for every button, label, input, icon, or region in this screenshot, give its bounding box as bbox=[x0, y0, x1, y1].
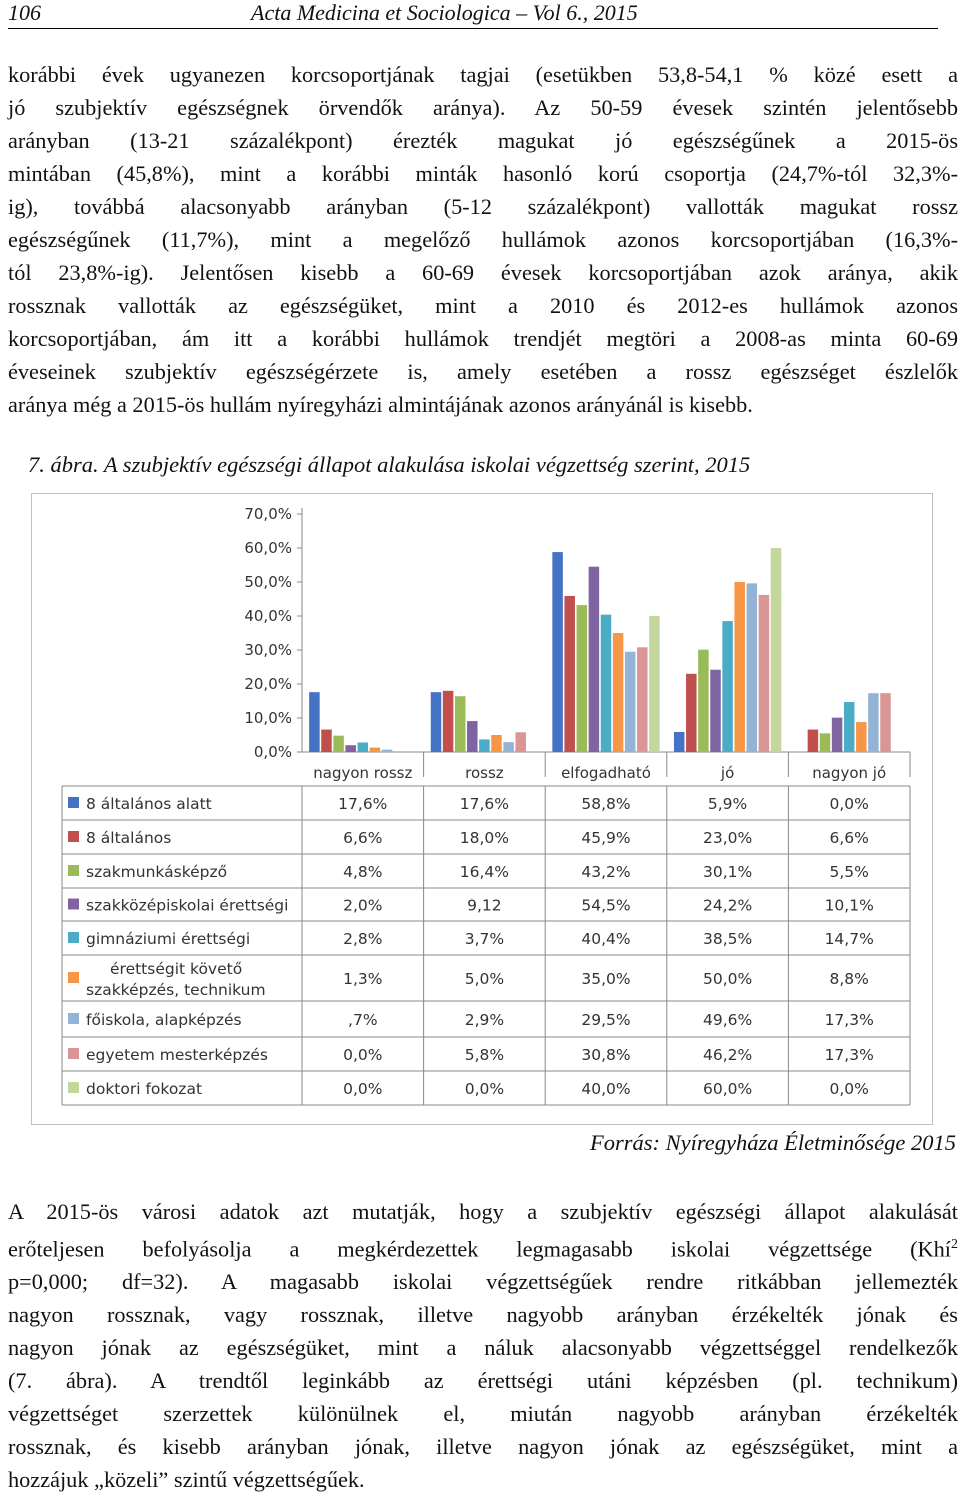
paragraph2-line: végzettséget szerzettek különülnek el, miután nagyobb arányban érzékelték bbox=[8, 1401, 958, 1427]
table-value: 54,5% bbox=[581, 896, 631, 915]
paragraph2-line: nagyon rossznak, vagy rossznak, illetve nagyobb arányban érzékelték jónak és bbox=[8, 1302, 958, 1328]
table-value: 40,4% bbox=[581, 930, 631, 948]
table-value: 17,6% bbox=[338, 795, 388, 813]
bar-gimnáziumi bbox=[722, 621, 733, 752]
table-value: 24,2% bbox=[702, 896, 753, 915]
bar-érettségit bbox=[613, 633, 624, 752]
paragraph1-line: tól 23,8%-ig). Jelentősen kisebb a 60-69 évesek korcsoportjában azok aránya, akik bbox=[8, 260, 958, 285]
legend-label: doktori fokozat bbox=[86, 1080, 203, 1098]
table-value: 23,0% bbox=[702, 829, 753, 847]
bar-egyetem bbox=[880, 693, 891, 752]
bar-érettségit bbox=[491, 735, 502, 752]
legend-label: szakközépiskolai érettségi bbox=[86, 896, 289, 915]
table-value: 49,6% bbox=[702, 1011, 753, 1029]
bar-szakmunkásképző bbox=[820, 733, 831, 752]
bar-8 bbox=[431, 692, 442, 752]
bar-főiskola, bbox=[503, 742, 513, 752]
table-value: 14,7% bbox=[824, 930, 874, 948]
journal-title: Acta Medicina et Sociologica – Vol 6., 2015 bbox=[251, 0, 638, 25]
bar-főiskola, bbox=[747, 583, 758, 752]
bar-8 bbox=[674, 732, 685, 752]
bar-szakmunkásképző bbox=[333, 736, 344, 752]
bar-szakmunkásképző bbox=[455, 696, 466, 752]
paragraph1-line: arányban (13-21 százalékpont) érezték magukat jó egészségűnek a 2015-ös bbox=[8, 128, 958, 153]
table-value: 17,3% bbox=[824, 1011, 874, 1029]
y-tick-label: 20,0% bbox=[244, 675, 292, 693]
legend-key-főiskola, bbox=[68, 1013, 79, 1024]
table-value: 16,4% bbox=[459, 863, 510, 881]
table-value: 6,6% bbox=[343, 829, 383, 847]
bar-érettségit bbox=[856, 722, 867, 752]
table-value: 8,8% bbox=[829, 970, 869, 988]
paragraph2-line: erőteljesen befolyásolja a megkérdezettek legmagasabb iskolai végzettsége (Khí$^2$ bbox=[8, 1236, 958, 1262]
table-value: 0,0% bbox=[829, 1080, 869, 1098]
table-value: 6,6% bbox=[829, 829, 869, 847]
bar-chart bbox=[32, 494, 932, 1124]
paragraph2-line: A 2015-ös városi adatok azt mutatják, hogy a szubjektív egészségi állapot alakulását bbox=[8, 1199, 958, 1224]
bar-8 bbox=[564, 596, 575, 752]
bar-doktori bbox=[771, 548, 782, 752]
paragraph1-line: mintában (45,8%), mint a korábbi minták hasonló korú csoportja (24,7%-tól 32,3%- bbox=[8, 161, 958, 186]
figure-caption: 7. ábra. A szubjektív egészségi állapot alakulása iskolai végzettség szerint, 2015 bbox=[28, 452, 751, 477]
bar-szakmunkásképző bbox=[577, 605, 588, 752]
table-value: 17,6% bbox=[459, 795, 510, 813]
chi-square-superscript: 2 bbox=[951, 1237, 958, 1252]
bar-8 bbox=[686, 674, 697, 752]
bar-8 bbox=[808, 730, 819, 752]
y-tick-label: 0,0% bbox=[253, 743, 292, 761]
legend-label: gimnáziumi érettségi bbox=[86, 930, 251, 948]
legend-label: érettségit követő bbox=[110, 960, 243, 978]
paragraph2-line: (7. ábra). A trendtől leginkább az érettségi utáni képzésben (pl. technikum) bbox=[8, 1368, 958, 1394]
legend-label: 8 általános bbox=[86, 829, 172, 847]
legend-label: egyetem mesterképzés bbox=[86, 1046, 268, 1064]
bar-főiskola, bbox=[868, 693, 879, 752]
table-value: 58,8% bbox=[581, 795, 631, 813]
table-value: 5,5% bbox=[829, 863, 869, 881]
table-value: ,7% bbox=[348, 1011, 378, 1029]
table-value: 30,1% bbox=[702, 863, 753, 881]
table-value: 50,0% bbox=[702, 970, 753, 988]
category-label: nagyon jó bbox=[812, 764, 887, 782]
bar-gimnáziumi bbox=[844, 702, 855, 752]
y-tick-label: 70,0% bbox=[244, 505, 292, 523]
table-value: 45,9% bbox=[581, 829, 631, 847]
legend-label: 8 általános alatt bbox=[86, 795, 212, 813]
legend-label: szakképzés, technikum bbox=[86, 981, 266, 999]
paragraph1-line: rossznak vallották az egészségüket, mint a 2010 és 2012-es hullámok azonos bbox=[8, 293, 958, 318]
y-tick-label: 10,0% bbox=[244, 709, 292, 727]
bar-egyetem bbox=[515, 732, 526, 752]
table-value: 43,2% bbox=[581, 863, 631, 881]
legend-label: főiskola, alapképzés bbox=[86, 1011, 242, 1029]
table-value: 40,0% bbox=[581, 1080, 631, 1098]
table-value: 0,0% bbox=[464, 1080, 505, 1098]
bar-gimnáziumi bbox=[479, 739, 490, 752]
bar-szakközépiskolai bbox=[832, 718, 843, 752]
legend-key-doktori bbox=[68, 1082, 79, 1093]
bar-főiskola, bbox=[625, 652, 636, 752]
bar-8 bbox=[321, 730, 332, 752]
table-value: 0,0% bbox=[829, 795, 869, 813]
table-value: 0,0% bbox=[343, 1080, 383, 1098]
bar-8 bbox=[443, 691, 454, 752]
paragraph1-line: aránya még a 2015-ös hullám nyíregyházi almintájának azonos arányánál is kisebb. bbox=[8, 392, 753, 417]
table-value: 0,0% bbox=[343, 1046, 383, 1064]
paragraph1-line: ig), továbbá alacsonyabb arányban (5-12 százalékpont) vallották magukat rossz bbox=[8, 194, 958, 219]
table-value: 46,2% bbox=[702, 1046, 753, 1064]
category-label: elfogadható bbox=[561, 764, 651, 782]
category-label: nagyon rossz bbox=[313, 764, 413, 782]
bar-egyetem bbox=[637, 647, 648, 752]
y-tick-label: 40,0% bbox=[244, 607, 292, 625]
paragraph1-line: jó szubjektív egészségnek örvendők aránya). Az 50-59 évesek szintén jelentősebb bbox=[8, 95, 958, 120]
bar-szakmunkásképző bbox=[698, 650, 709, 752]
paragraph1-line: egészségűnek (11,7%), mint a megelőző hullámok azonos korcsoportjában (16,3%- bbox=[8, 227, 958, 252]
table-value: 3,7% bbox=[464, 930, 505, 948]
legend-key-érettségit bbox=[68, 972, 79, 983]
table-value: 35,0% bbox=[581, 970, 631, 988]
table-value: 2,8% bbox=[343, 930, 383, 948]
paragraph1-line: korábbi évek ugyanezen korcsoportjának tagjai (esetükben 53,8-54,1 % közé esett a bbox=[8, 62, 958, 87]
table-value: 4,8% bbox=[343, 863, 383, 881]
legend-key-szakmunkásképző bbox=[68, 865, 79, 876]
bar-8 bbox=[309, 692, 320, 752]
y-tick-label: 30,0% bbox=[244, 641, 292, 659]
table-value: 17,3% bbox=[824, 1046, 874, 1064]
bar-szakközépiskolai bbox=[467, 721, 478, 752]
paragraph2-line: rossznak, és kisebb arányban jónak, illetve nagyon jónak az egészségüket, mint a bbox=[8, 1434, 958, 1460]
table-value: 2,9% bbox=[464, 1011, 505, 1029]
bar-egyetem bbox=[759, 595, 770, 752]
table-value: 60,0% bbox=[702, 1080, 753, 1098]
bar-gimnáziumi bbox=[358, 742, 369, 752]
bar-8 bbox=[552, 552, 563, 752]
table-value: 18,0% bbox=[459, 829, 510, 847]
table-value: 38,5% bbox=[702, 930, 753, 948]
table-value: 5,0% bbox=[464, 970, 505, 988]
paragraph1-line: korcsoportjában, ám itt a korábbi hullámok trendjét megtöri a 2008-as minta 60-69 bbox=[8, 326, 958, 351]
bar-gimnáziumi bbox=[601, 615, 612, 752]
legend-key-egyetem bbox=[68, 1048, 79, 1059]
figure-source: Forrás: Nyíregyháza Életminősége 2015 bbox=[590, 1130, 956, 1155]
paragraph-2 bbox=[8, 1195, 958, 1496]
table-value: 29,5% bbox=[581, 1011, 631, 1029]
paragraph2-line: hozzájuk „közeli” szintű végzettségűek. bbox=[8, 1467, 365, 1493]
chart-figure bbox=[31, 493, 933, 1125]
paragraph2-line: nagyon jónak az egészségüket, mint a náluk alacsonyabb végzettséggel rendelkezők bbox=[8, 1335, 958, 1361]
y-tick-label: 50,0% bbox=[244, 573, 292, 591]
category-label: rossz bbox=[465, 764, 504, 782]
y-tick-label: 60,0% bbox=[244, 539, 292, 557]
table-value: 1,3% bbox=[343, 970, 383, 988]
table-value: 30,8% bbox=[581, 1046, 631, 1064]
legend-key-8 bbox=[68, 797, 79, 808]
bar-szakközépiskolai bbox=[345, 745, 356, 752]
table-value: 5,8% bbox=[464, 1046, 505, 1064]
bar-érettségit bbox=[370, 748, 381, 752]
legend-key-szakközépiskolai bbox=[68, 899, 79, 910]
running-header bbox=[8, 0, 938, 29]
legend-key-8 bbox=[68, 831, 79, 842]
category-label: jó bbox=[720, 764, 735, 782]
paragraph2-line: p=0,000; df=32). A magasabb iskolai végzettségűek rendre ritkábban jellemezték bbox=[8, 1269, 958, 1295]
paragraph-1 bbox=[8, 58, 958, 421]
table-value: 5,9% bbox=[707, 795, 748, 813]
table-value: 2,0% bbox=[343, 896, 383, 915]
legend-label: szakmunkásképző bbox=[86, 863, 228, 881]
bar-főiskola, bbox=[382, 750, 393, 752]
bar-doktori bbox=[649, 616, 660, 752]
paragraph1-line: éveseinek szubjektív egészségérzete is, amely esetében a rossz egészséget észlelők bbox=[8, 359, 958, 384]
bar-szakközépiskolai bbox=[710, 670, 721, 752]
legend-key-gimnáziumi bbox=[68, 932, 79, 943]
bar-érettségit bbox=[734, 582, 745, 752]
table-value: 9,12 bbox=[467, 896, 502, 915]
bar-szakközépiskolai bbox=[589, 567, 600, 752]
table-value: 10,1% bbox=[824, 896, 874, 915]
page-number: 106 bbox=[8, 0, 41, 25]
